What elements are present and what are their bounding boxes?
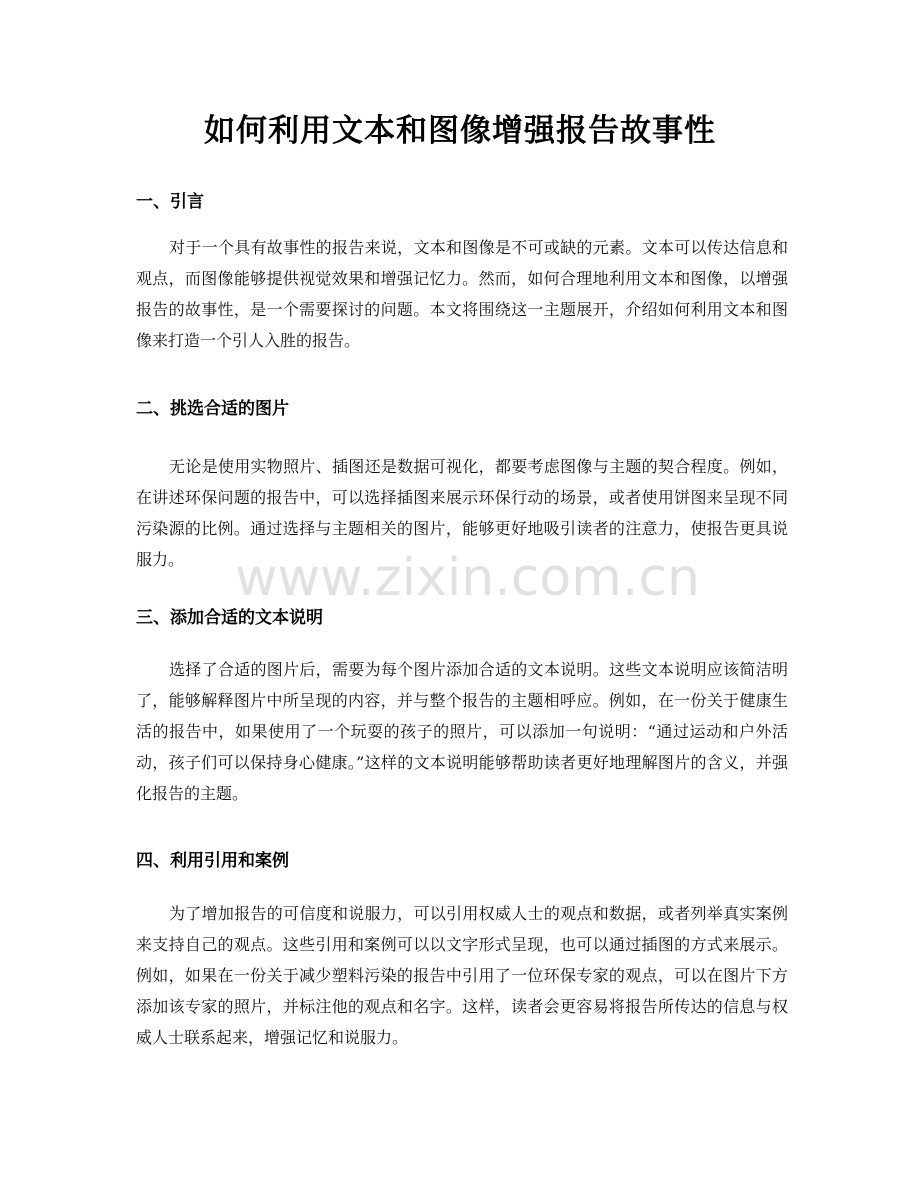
section-heading-choose-images: 二、挑选合适的图片	[136, 399, 289, 419]
section-heading-introduction: 一、引言	[136, 192, 204, 212]
watermark: www.zixin.com.cn	[235, 548, 700, 608]
section-body-introduction: 对于一个具有故事性的报告来说，文本和图像是不可或缺的元素。文本可以传达信息和观点，而图像能够提供视觉效果和增强记忆力。然而，如何合理地利用文本和图像，以增强报告的故事性，是一个需要探讨的问题。本文将围绕这一主题展开，介绍如何利用文本和图像来打造一个引人入胜的报告。	[136, 238, 788, 350]
section-body-choose-images: 无论是使用实物照片、插图还是数据可视化，都要考虑图像与主题的契合程度。例如，在讲述环保问题的报告中，可以选择插图来展示环保行动的场景，或者使用饼图来呈现不同污染源的比例。通过选择与主题相关的图片，能够更好地吸引读者的注意力，使报告更具说服力。	[136, 457, 788, 569]
section-body-text-captions: 选择了合适的图片后，需要为每个图片添加合适的文本说明。这些文本说明应该简洁明了，能够解释图片中所呈现的内容，并与整个报告的主题相呼应。例如，在一份关于健康生活的报告中，如果使用了一个玩耍的孩子的照片，可以添加一句说明：“通过运动和户外活动，孩子们可以保持身心健康。”这样的文本说明能够帮助读者更好地理解图片的含义，并强化报告的主题。	[136, 660, 788, 803]
document-title: 如何利用文本和图像增强报告故事性	[204, 113, 716, 149]
section-heading-quotes-cases: 四、利用引用和案例	[136, 851, 289, 871]
section-body-quotes-cases: 为了增加报告的可信度和说服力，可以引用权威人士的观点和数据，或者列举真实案例来支持自己的观点。这些引用和案例可以以文字形式呈现，也可以通过插图的方式来展示。例如，如果在一份关于减少塑料污染的报告中引用了一位环保专家的观点，可以在图片下方添加该专家的照片，并标注他的观点和名字。这样，读者会更容易将报告所传达的信息与权威人士联系起来，增强记忆和说服力。	[136, 904, 788, 1047]
section-heading-text-captions: 三、添加合适的文本说明	[136, 608, 323, 628]
